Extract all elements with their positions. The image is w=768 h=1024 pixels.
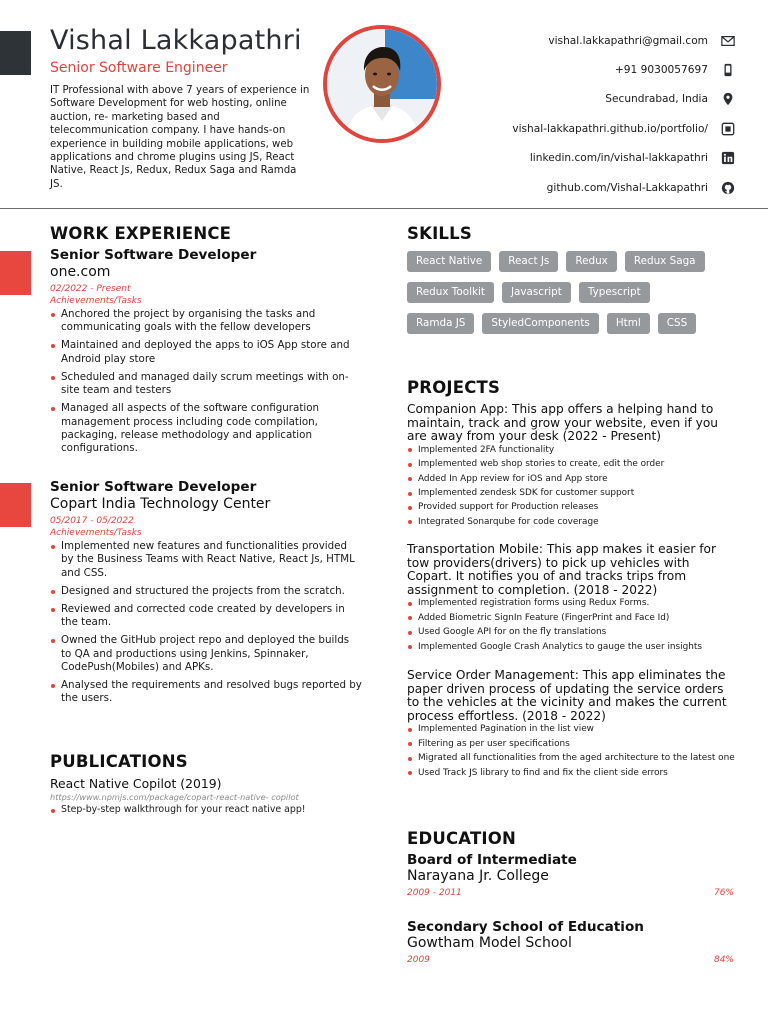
list-item: Provided support for Production releases: [407, 502, 737, 512]
list-item: Owned the GitHub project repo and deployed the builds to QA and productions using Jenkins, Spinnaker, CodePush(Mobiles) and APKs.: [50, 634, 362, 674]
candidate-role: Senior Software Engineer: [50, 60, 228, 76]
job-company: one.com: [50, 264, 111, 280]
header-accent-bar: [0, 31, 31, 75]
job-bullets: [50, 308, 362, 456]
education-title: Board of Intermediate: [407, 852, 577, 868]
job-title: Senior Software Developer: [50, 247, 257, 263]
skill-row: [407, 251, 727, 272]
publication-url[interactable]: https://www.npmjs.com/package/copart-react-native- copilot: [50, 792, 299, 802]
job-title: Senior Software Developer: [50, 479, 257, 495]
education-dates: 2009: [407, 955, 430, 965]
list-item: Added Biometric SignIn Feature (FingerPrint and Face Id): [407, 613, 737, 623]
list-item: Analysed the requirements and resolved bugs reported by the users.: [50, 679, 362, 706]
contact-location-text: Secundrabad, India: [605, 93, 708, 106]
contact-list: [406, 26, 736, 202]
publications-heading: PUBLICATIONS: [50, 752, 188, 771]
list-item: Migrated all functionalities from the aged architecture to the latest one: [407, 753, 737, 763]
job-company: Copart India Technology Center: [50, 496, 271, 512]
skills-list: [407, 251, 727, 344]
contact-email-text[interactable]: vishal.lakkapathri@gmail.com: [548, 34, 708, 47]
skill-chip: Typescript: [579, 282, 650, 303]
project-bullets: [407, 598, 737, 652]
skill-chip: React Native: [407, 251, 491, 272]
contact-portfolio[interactable]: [406, 114, 736, 143]
job-marker: [0, 251, 31, 295]
project-description: Companion App: This app offers a helping hand to maintain, track and grow your website, even if you are away from your desk (2022 - Present): [407, 402, 719, 444]
list-item: Implemented zendesk SDK for customer support: [407, 488, 737, 498]
list-item: Filtering as per user specifications: [407, 739, 737, 749]
list-item: Implemented registration forms using Redux Forms.: [407, 598, 737, 608]
education-score: 84%: [713, 955, 734, 965]
github-icon: [720, 180, 736, 196]
skill-row: [407, 313, 727, 334]
list-item: Used Track JS library to find and fix the client side errors: [407, 768, 737, 778]
publication-entry: [50, 776, 362, 821]
education-title: Secondary School of Education: [407, 919, 644, 935]
location-pin-icon: [720, 91, 736, 107]
list-item: Anchored the project by organising the tasks and communicating goals with the fellow developers: [50, 308, 362, 335]
job-dates: 05/2017 - 05/2022: [50, 516, 134, 526]
job-entry: [50, 479, 362, 710]
profile-summary: IT Professional with above 7 years of experience in Software Development for web hosting, online auction, re- marketing based and telecommunication company. I have hands-on experience in building mobile applications, web applications and chrome plugins using JS, React Native, React Js, Redux, Redux Saga and Ramda JS.: [50, 85, 310, 190]
project-entry: [407, 543, 737, 656]
education-meta: [407, 888, 734, 898]
list-item: Reviewed and corrected code created by developers in the team.: [50, 603, 362, 630]
contact-email[interactable]: [406, 26, 736, 55]
list-item: Used Google API for on the fly translations: [407, 627, 737, 637]
skill-chip: Ramda JS: [407, 313, 474, 334]
job-subheading: Achievements/Tasks: [50, 528, 142, 538]
list-item: Step-by-step walkthrough for your react native app!: [50, 804, 362, 816]
job-marker: [0, 483, 31, 527]
skill-row: [407, 282, 727, 303]
contact-github-text[interactable]: github.com/Vishal-Lakkapathri: [546, 181, 708, 194]
portfolio-link-icon: [720, 121, 736, 137]
skill-chip: Javascript: [502, 282, 571, 303]
contact-phone-text[interactable]: +91 9030057697: [614, 64, 708, 77]
work-experience-heading: WORK EXPERIENCE: [50, 224, 232, 243]
list-item: Designed and structured the projects from the scratch.: [50, 585, 362, 598]
project-entry: [407, 403, 737, 531]
candidate-name: Vishal Lakkapathri: [50, 25, 302, 56]
envelope-icon: [720, 33, 736, 49]
education-school: Gowtham Model School: [407, 935, 572, 951]
publication-title: React Native Copilot (2019): [50, 776, 222, 791]
skill-chip: Html: [607, 313, 650, 334]
job-bullets: [50, 540, 362, 706]
linkedin-icon: [720, 150, 736, 166]
education-entry: [407, 852, 734, 898]
project-description: Service Order Management: This app eliminates the paper driven process of updating the service orders to the vehicles at the vicinity and makes the current process effortless. (2018 - 2022): [407, 668, 727, 723]
list-item: Added In App review for iOS and App store: [407, 474, 737, 484]
skill-chip: Redux Saga: [625, 251, 705, 272]
education-heading: EDUCATION: [407, 829, 516, 848]
list-item: Implemented Pagination in the list view: [407, 724, 737, 734]
job-entry: [50, 247, 362, 460]
project-bullets: [407, 445, 737, 527]
skill-chip: CSS: [658, 313, 696, 334]
contact-github[interactable]: [406, 173, 736, 202]
header-divider: [0, 208, 768, 209]
skill-chip: React Js: [499, 251, 558, 272]
list-item: Implemented web shop stories to create, edit the order: [407, 459, 737, 469]
education-school: Narayana Jr. College: [407, 868, 549, 884]
skill-chip: StyledComponents: [482, 313, 598, 334]
skills-heading: SKILLS: [407, 224, 472, 243]
list-item: Managed all aspects of the software configuration management process including code compilation, packaging, release methodology and application configurations.: [50, 402, 362, 456]
job-subheading: Achievements/Tasks: [50, 296, 142, 306]
education-meta: [407, 955, 734, 965]
project-entry: [407, 669, 737, 782]
project-description: Transportation Mobile: This app makes it easier for tow providers(drivers) to pick up vehicles with Copart. It notifies you of and tracks trips from assignment to completion. (2018 - 2022): [407, 542, 716, 597]
publication-bullets: [50, 804, 362, 816]
skill-chip: Redux Toolkit: [407, 282, 494, 303]
list-item: Maintained and deployed the apps to iOS App store and Android play store: [50, 339, 362, 366]
education-score: 76%: [713, 888, 734, 898]
contact-linkedin[interactable]: [406, 144, 736, 173]
education-entry: [407, 919, 734, 965]
list-item: Integrated Sonarqube for code coverage: [407, 517, 737, 527]
contact-location: [406, 85, 736, 114]
phone-icon: [720, 62, 736, 78]
project-bullets: [407, 724, 737, 778]
skill-chip: Redux: [566, 251, 616, 272]
list-item: Implemented 2FA functionality: [407, 445, 737, 455]
list-item: Implemented new features and functionalities provided by the Business Teams with React Native, React Js, HTML and CSS.: [50, 540, 362, 580]
list-item: Scheduled and managed daily scrum meetings with on-site team and testers: [50, 371, 362, 398]
education-dates: 2009 - 2011: [407, 888, 462, 898]
contact-portfolio-text[interactable]: vishal-lakkapathri.github.io/portfolio/: [512, 122, 708, 135]
job-dates: 02/2022 - Present: [50, 284, 131, 294]
list-item: Implemented Google Crash Analytics to gauge the user insights: [407, 642, 737, 652]
contact-phone[interactable]: [406, 55, 736, 84]
projects-heading: PROJECTS: [407, 378, 501, 397]
contact-linkedin-text[interactable]: linkedin.com/in/vishal-lakkapathri: [529, 152, 708, 165]
